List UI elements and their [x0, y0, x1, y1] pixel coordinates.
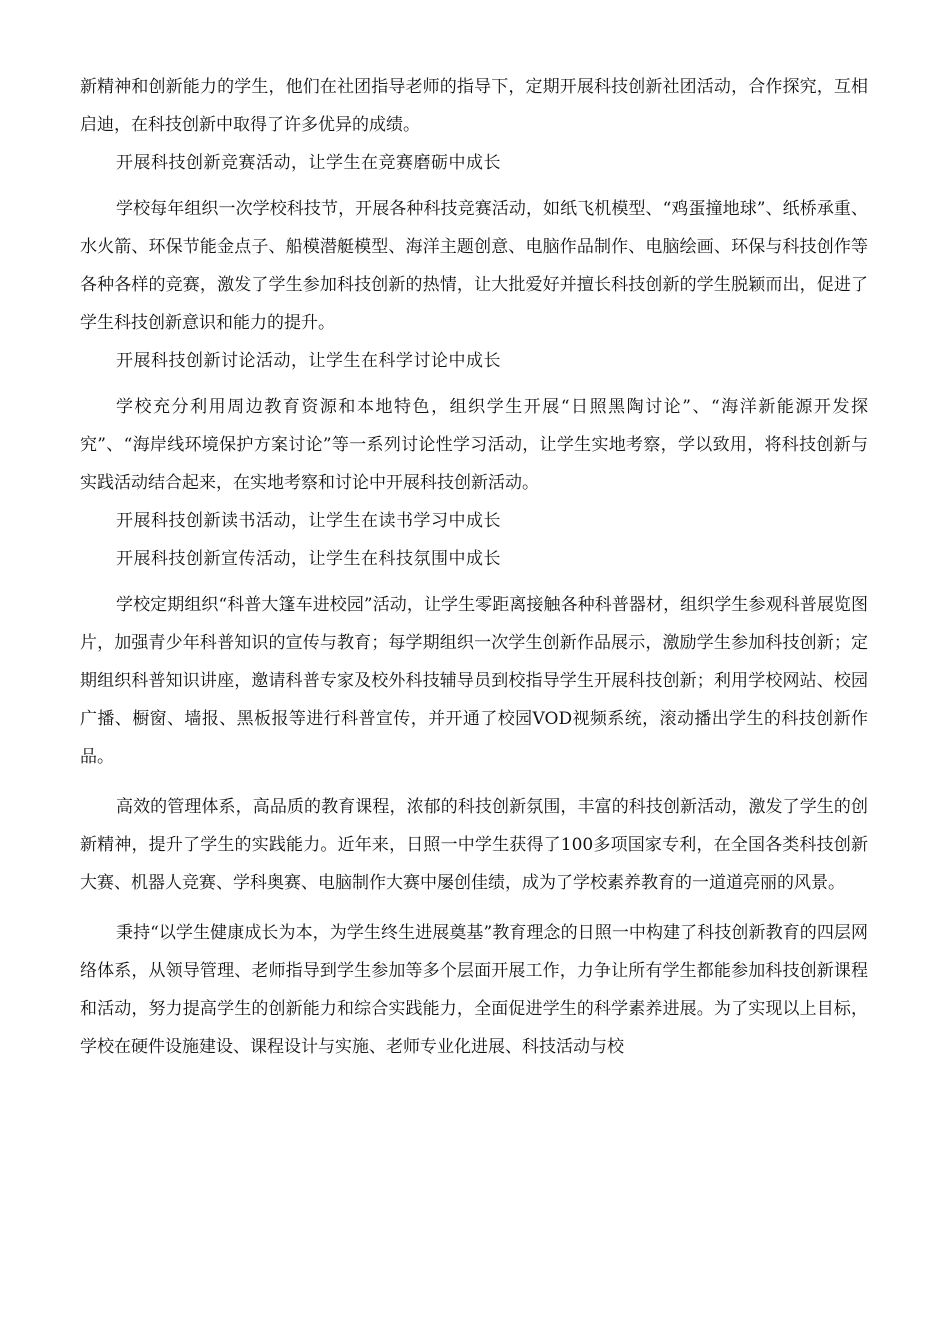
section-heading-publicity: 开展科技创新宣传活动，让学生在科技氛围中成长	[116, 549, 501, 569]
document-page	[80, 68, 868, 1066]
paragraph-achievements: 高效的管理体系，高品质的教育课程，浓郁的科技创新氛围，丰富的科技创新活动，激发了学生的创新精神，提升了学生的实践能力。近年来，日照一中学生获得了100多项国家专利，在全国各类科技创新大赛、机器人竞赛、学科奥赛、电脑制作大赛中屡创佳绩，成为了学校素养教育的一道道亮丽的风景。	[80, 797, 868, 893]
section-heading-competition: 开展科技创新竞赛活动，让学生在竞赛磨砺中成长	[116, 153, 501, 173]
paragraph-philosophy: 秉持“以学生健康成长为本，为学生终生进展奠基”教育理念的日照一中构建了科技创新教育的四层网络体系，从领导管理、老师指导到学生参加等多个层面开展工作，力争让所有学生都能参加科技创新课程和活动，努力提高学生的创新能力和综合实践能力，全面促进学生的科学素养进展。为了实现以上目标，学校在硬件设施建设、课程设计与实施、老师专业化进展、科技活动与校	[80, 923, 868, 1057]
paragraph-continuation: 新精神和创新能力的学生，他们在社团指导老师的指导下，定期开展科技创新社团活动，合作探究，互相启迪，在科技创新中取得了许多优异的成绩。	[80, 77, 868, 135]
section-heading-reading: 开展科技创新读书活动，让学生在读书学习中成长	[116, 511, 501, 531]
paragraph-competition: 学校每年组织一次学校科技节，开展各种科技竞赛活动，如纸飞机模型、“鸡蛋撞地球”、纸桥承重、水火箭、环保节能金点子、船模潜艇模型、海洋主题创意、电脑作品制作、电脑绘画、环保与科技创作等各种各样的竞赛，激发了学生参加科技创新的热情，让大批爱好并擅长科技创新的学生脱颖而出，促进了学生科技创新意识和能力的提升。	[80, 199, 868, 333]
paragraph-discussion: 学校充分利用周边教育资源和本地特色，组织学生开展“日照黑陶讨论”、“海洋新能源开发探究”、“海岸线环境保护方案讨论”等一系列讨论性学习活动，让学生实地考察，学以致用，将科技创新与实践活动结合起来，在实地考察和讨论中开展科技创新活动。	[80, 397, 868, 493]
section-heading-discussion: 开展科技创新讨论活动，让学生在科学讨论中成长	[116, 351, 501, 371]
paragraph-publicity: 学校定期组织“科普大篷车进校园”活动，让学生零距离接触各种科普器材，组织学生参观科普展览图片，加强青少年科普知识的宣传与教育；每学期组织一次学生创新作品展示，激励学生参加科技创新；定期组织科普知识讲座，邀请科普专家及校外科技辅导员到校指导学生开展科技创新；利用学校网站、校园广播、橱窗、墙报、黑板报等进行科普宣传，并开通了校园VOD视频系统，滚动播出学生的科技创新作品。	[80, 595, 868, 767]
